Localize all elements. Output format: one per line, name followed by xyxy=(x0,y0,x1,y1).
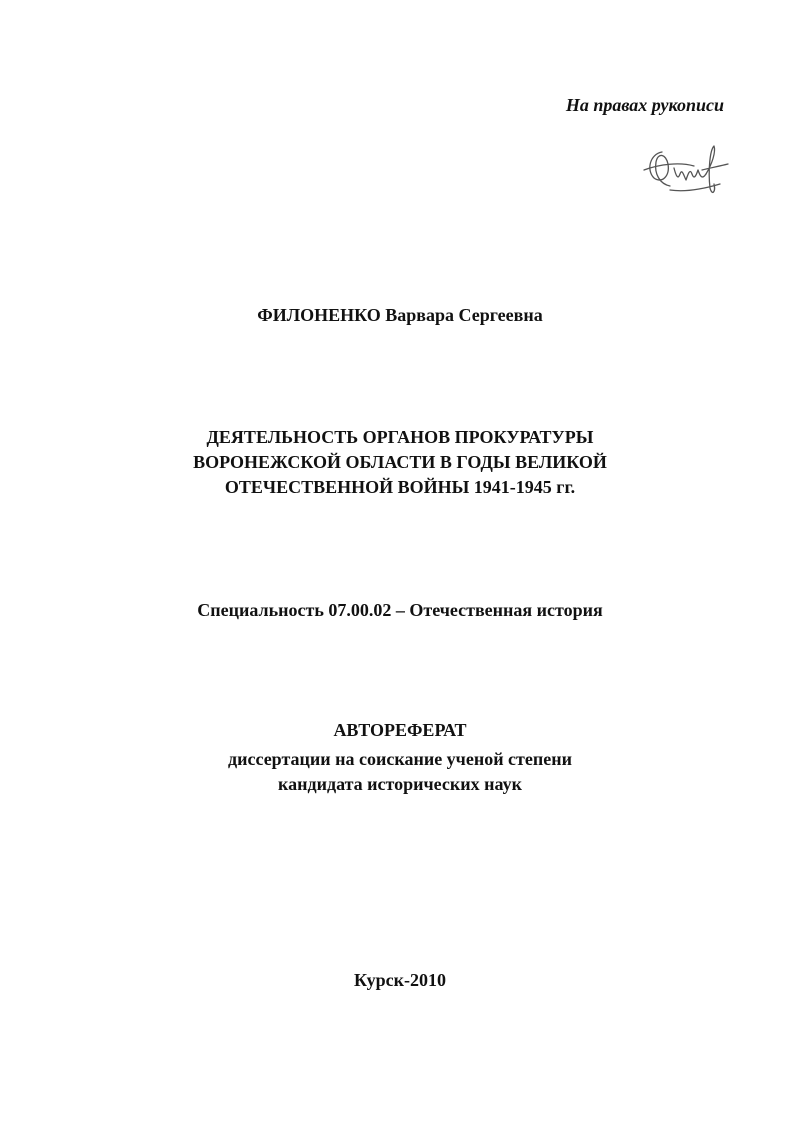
author-name: ФИЛОНЕНКО Варвара Сергеевна xyxy=(257,305,543,325)
abstract-subtitle xyxy=(0,747,800,797)
abstract-subtitle-line: кандидата исторических наук xyxy=(278,774,522,794)
abstract-subtitle-line: диссертации на соискание ученой степени xyxy=(228,749,572,769)
handwritten-signature xyxy=(640,140,736,200)
rights-note: На правах рукописи xyxy=(565,95,724,115)
city-year: Курск-2010 xyxy=(354,970,446,990)
title-line: ОТЕЧЕСТВЕННОЙ ВОЙНЫ 1941-1945 гг. xyxy=(224,477,576,497)
title-line: ДЕЯТЕЛЬНОСТЬ ОРГАНОВ ПРОКУРАТУРЫ xyxy=(206,427,594,447)
abstract-heading: АВТОРЕФЕРАТ xyxy=(333,720,467,740)
specialty-line: Специальность 07.00.02 – Отечественная история xyxy=(197,600,603,620)
title-line: ВОРОНЕЖСКОЙ ОБЛАСТИ В ГОДЫ ВЕЛИКОЙ xyxy=(193,452,607,472)
dissertation-title xyxy=(0,425,800,500)
